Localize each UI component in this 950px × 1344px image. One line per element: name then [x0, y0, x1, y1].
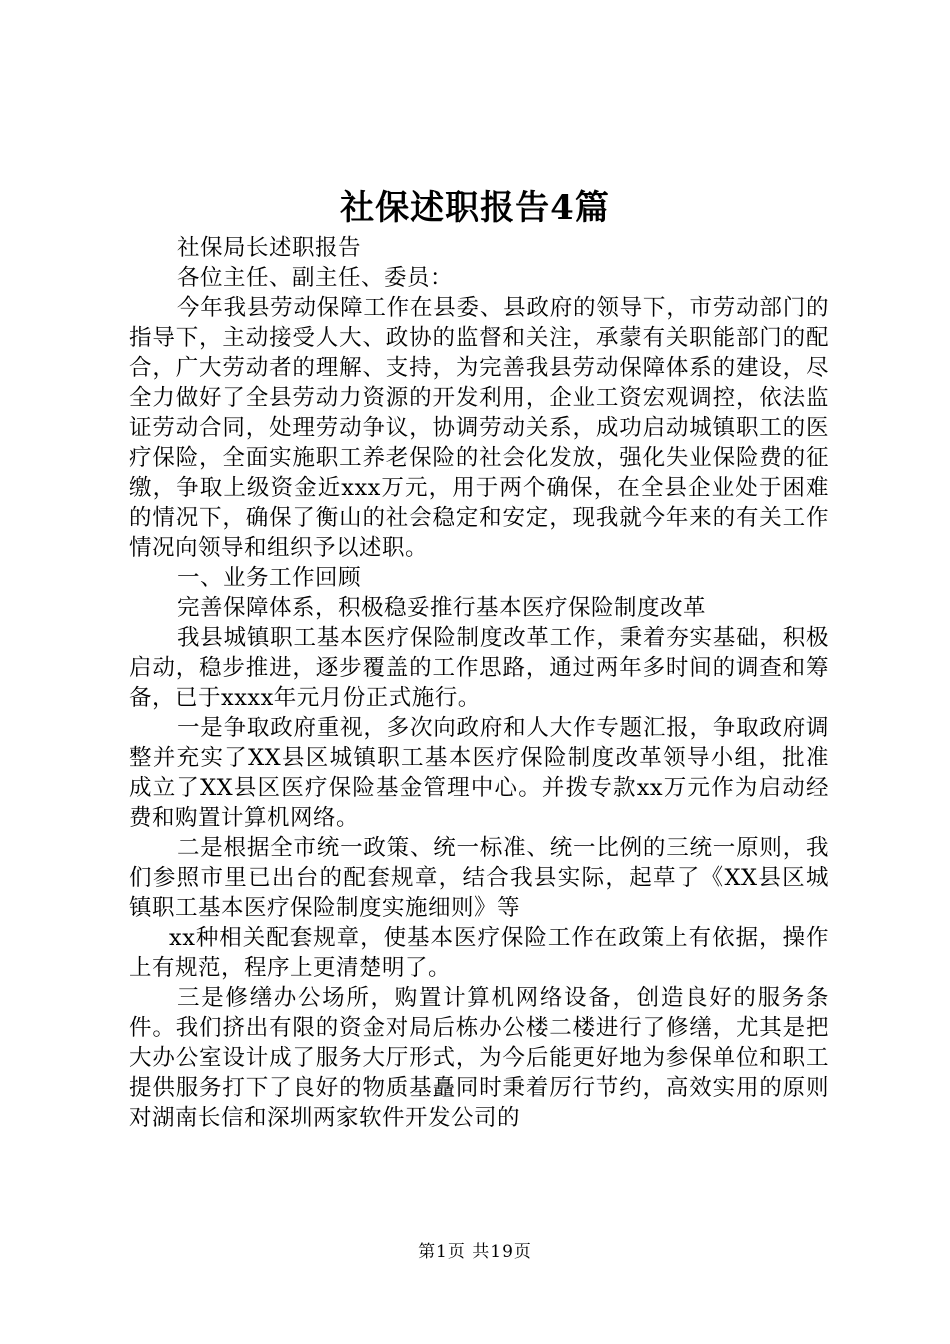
paragraph-intro: 今年我县劳动保障工作在县委、县政府的领导下，市劳动部门的指导下，主动接受人大、政协的监督和关注，承蒙有关职能部门的配合，广大劳动者的理解、支持，为完善我县劳动保障体系的建设，尽全力做好了全县劳动力资源的开发利用，企业工资宏观调控，依法监证劳动合同，处理劳动争议，协调劳动关系，成功启动城镇职工的医疗保险，全面实施职工养老保险的社会化发放，强化失业保险费的征缴，争取上级资金近xxx万元，用于两个确保，在全县企业处于困难的情况下，确保了衡山的社会稳定和安定，现我就今年来的有关工作情况向领导和组织予以述职。	[129, 295, 829, 561]
paragraph-heading-report: 社保局长述职报告	[177, 235, 362, 261]
paragraph-point-two-continued: xx种相关配套规章，使基本医疗保险工作在政策上有依据，操作上有规范，程序上更清楚明了。	[129, 925, 829, 981]
paragraph-point-one: 一是争取政府重视，多次向政府和人大作专题汇报，争取政府调整并充实了XX县区城镇职工基本医疗保险制度改革领导小组，批准成立了XX县区医疗保险基金管理中心。并拨专款xx万元作为启动经费和购置计算机网络。	[129, 715, 829, 831]
page-number-footer: 第1页 共19页	[418, 1242, 532, 1262]
paragraph-subheading: 完善保障体系，积极稳妥推行基本医疗保险制度改革	[177, 595, 707, 621]
page-title: 社保述职报告4篇	[340, 188, 610, 228]
document-body	[129, 233, 829, 1133]
paragraph-salutation: 各位主任、副主任、委员：	[177, 265, 454, 291]
paragraph-point-two: 二是根据全市统一政策、统一标准、统一比例的三统一原则，我们参照市里已出台的配套规章，结合我县实际，起草了《XX县区城镇职工基本医疗保险制度实施细则》等	[129, 835, 829, 921]
paragraph-point-three: 三是修缮办公场所，购置计算机网络设备，创造良好的服务条件。我们挤出有限的资金对局后栋办公楼二楼进行了修缮，尤其是把大办公室设计成了服务大厅形式，为今后能更好地为参保单位和职工提供服务打下了良好的物质基矗同时秉着厉行节约，高效实用的原则对湖南长信和深圳两家软件开发公司的	[129, 985, 829, 1131]
paragraph-medical-reform: 我县城镇职工基本医疗保险制度改革工作，秉着夯实基础，积极启动，稳步推进，逐步覆盖的工作思路，通过两年多时间的调查和筹备，已于xxxx年元月份正式施行。	[129, 625, 829, 711]
paragraph-section-heading: 一、业务工作回顾	[177, 565, 362, 591]
